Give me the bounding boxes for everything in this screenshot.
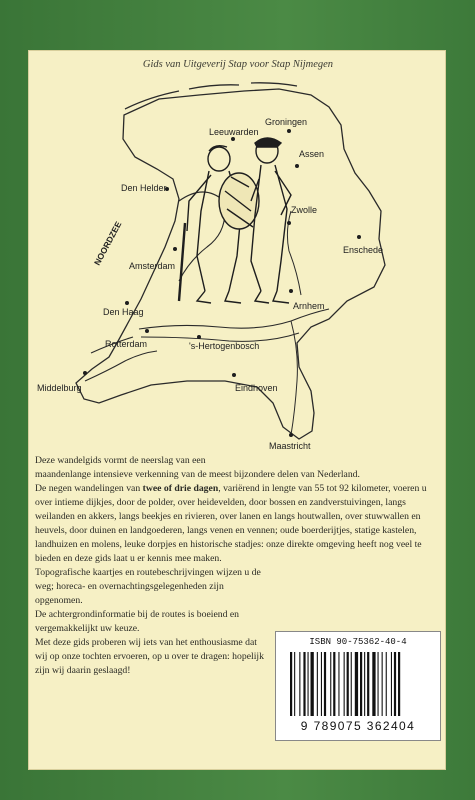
paragraph-3: Topografische kaartjes en routebeschrijvingen wijzen u de weg; horeca- en overnachtingsgelegenheden zijn opgenomen.: [35, 567, 261, 606]
city-dot-maastricht: [289, 433, 293, 437]
city-label-zwolle: Zwolle: [291, 205, 318, 215]
city-dot-middelburg: [83, 371, 87, 375]
city-label-arnhem: Arnhem: [293, 301, 325, 311]
paragraph-2: [35, 482, 439, 566]
city-dot-leeuwarden: [231, 137, 235, 141]
country-outline: [76, 89, 385, 439]
city-label-groningen: Groningen: [265, 117, 308, 127]
river-maas-south: [291, 321, 297, 435]
city-label-den-helder: Den Helder: [121, 183, 167, 193]
paragraph-1b: maandenlange intensieve verkenning van de meest bijzondere delen van Nederland.: [35, 469, 360, 480]
city-dot-den-haag: [125, 301, 129, 305]
river-waal: [139, 309, 329, 329]
wadden-island: [251, 83, 297, 86]
city-label-leeuwarden: Leeuwarden: [209, 127, 259, 137]
city-dot-groningen: [287, 129, 291, 133]
netherlands-map: [29, 51, 447, 451]
city-dot-assen: [295, 164, 299, 168]
city-dot-amsterdam: [173, 247, 177, 251]
city-dot-zwolle: [287, 221, 291, 225]
city-dot-den-bosch: [197, 335, 201, 339]
cream-panel: [28, 50, 446, 770]
city-markers: [83, 129, 361, 437]
paragraph-4: De achtergrondinformatie bij de routes is boeiend en vergemakkelijkt uw keuze.: [35, 609, 240, 634]
hikers-illustration: [179, 138, 291, 303]
wadden-island: [125, 91, 179, 109]
city-label-amsterdam: Amsterdam: [129, 261, 176, 271]
wadden-island: [189, 85, 239, 89]
city-dot-eindhoven: [232, 373, 236, 377]
sea-label: NOORDZEE: [91, 219, 124, 267]
paragraph-5: Met deze gids proberen wij iets van het enthousiasme dat wij op onze tochten ervoeren, op u over te dragen: hopelijk zijn wij daarin geslaagd!: [35, 637, 264, 676]
paragraph-2-bold: twee of drie dagen: [142, 483, 219, 494]
isbn-label: ISBN 90-75362-40-4: [309, 637, 407, 647]
city-label-den-bosch: 's-Hertogenbosch: [189, 341, 260, 351]
city-label-maastricht: Maastricht: [269, 441, 311, 451]
city-label-middelburg: Middelburg: [37, 383, 82, 393]
paragraph-1a: Deze wandelgids vormt de neerslag van een: [35, 455, 206, 466]
city-dot-arnhem: [289, 289, 293, 293]
isbn-barcode-box: [275, 631, 441, 741]
barcode-icon: [290, 652, 426, 716]
paragraph-2-start: De negen wandelingen van: [35, 483, 143, 494]
barcode-number: 9 789075 362404: [300, 719, 416, 733]
city-label-eindhoven: Eindhoven: [235, 383, 278, 393]
city-label-rotterdam: Rotterdam: [105, 339, 148, 349]
city-dot-rotterdam: [145, 329, 149, 333]
city-label-den-haag: Den Haag: [103, 307, 144, 317]
city-label-enschede: Enschede: [343, 245, 384, 255]
city-dot-enschede: [357, 235, 361, 239]
city-label-assen: Assen: [299, 149, 325, 159]
publisher-line: Gids van Uitgeverij Stap voor Stap Nijmegen: [142, 59, 334, 70]
paragraph-2-rest: , variërend in lengte van 55 tot 92 kilometer, voeren u over intieme dijkjes, door de polder, over heidevelden, door bossen en zandverstuivingen, langs weilanden en akkers, langs beekjes en rivieren, over lanen en langs houtwallen, over stuwwallen en heuvels, door duinen en landgoederen, langs venen en vennen; oude boerderijtjes, statige kastelen, landhuizen en molens, leuke dorpjes en historische stadjes: onze direkte omgeving heeft nog veel te bieden en deze gids laat u er kennis mee maken.: [35, 483, 427, 564]
